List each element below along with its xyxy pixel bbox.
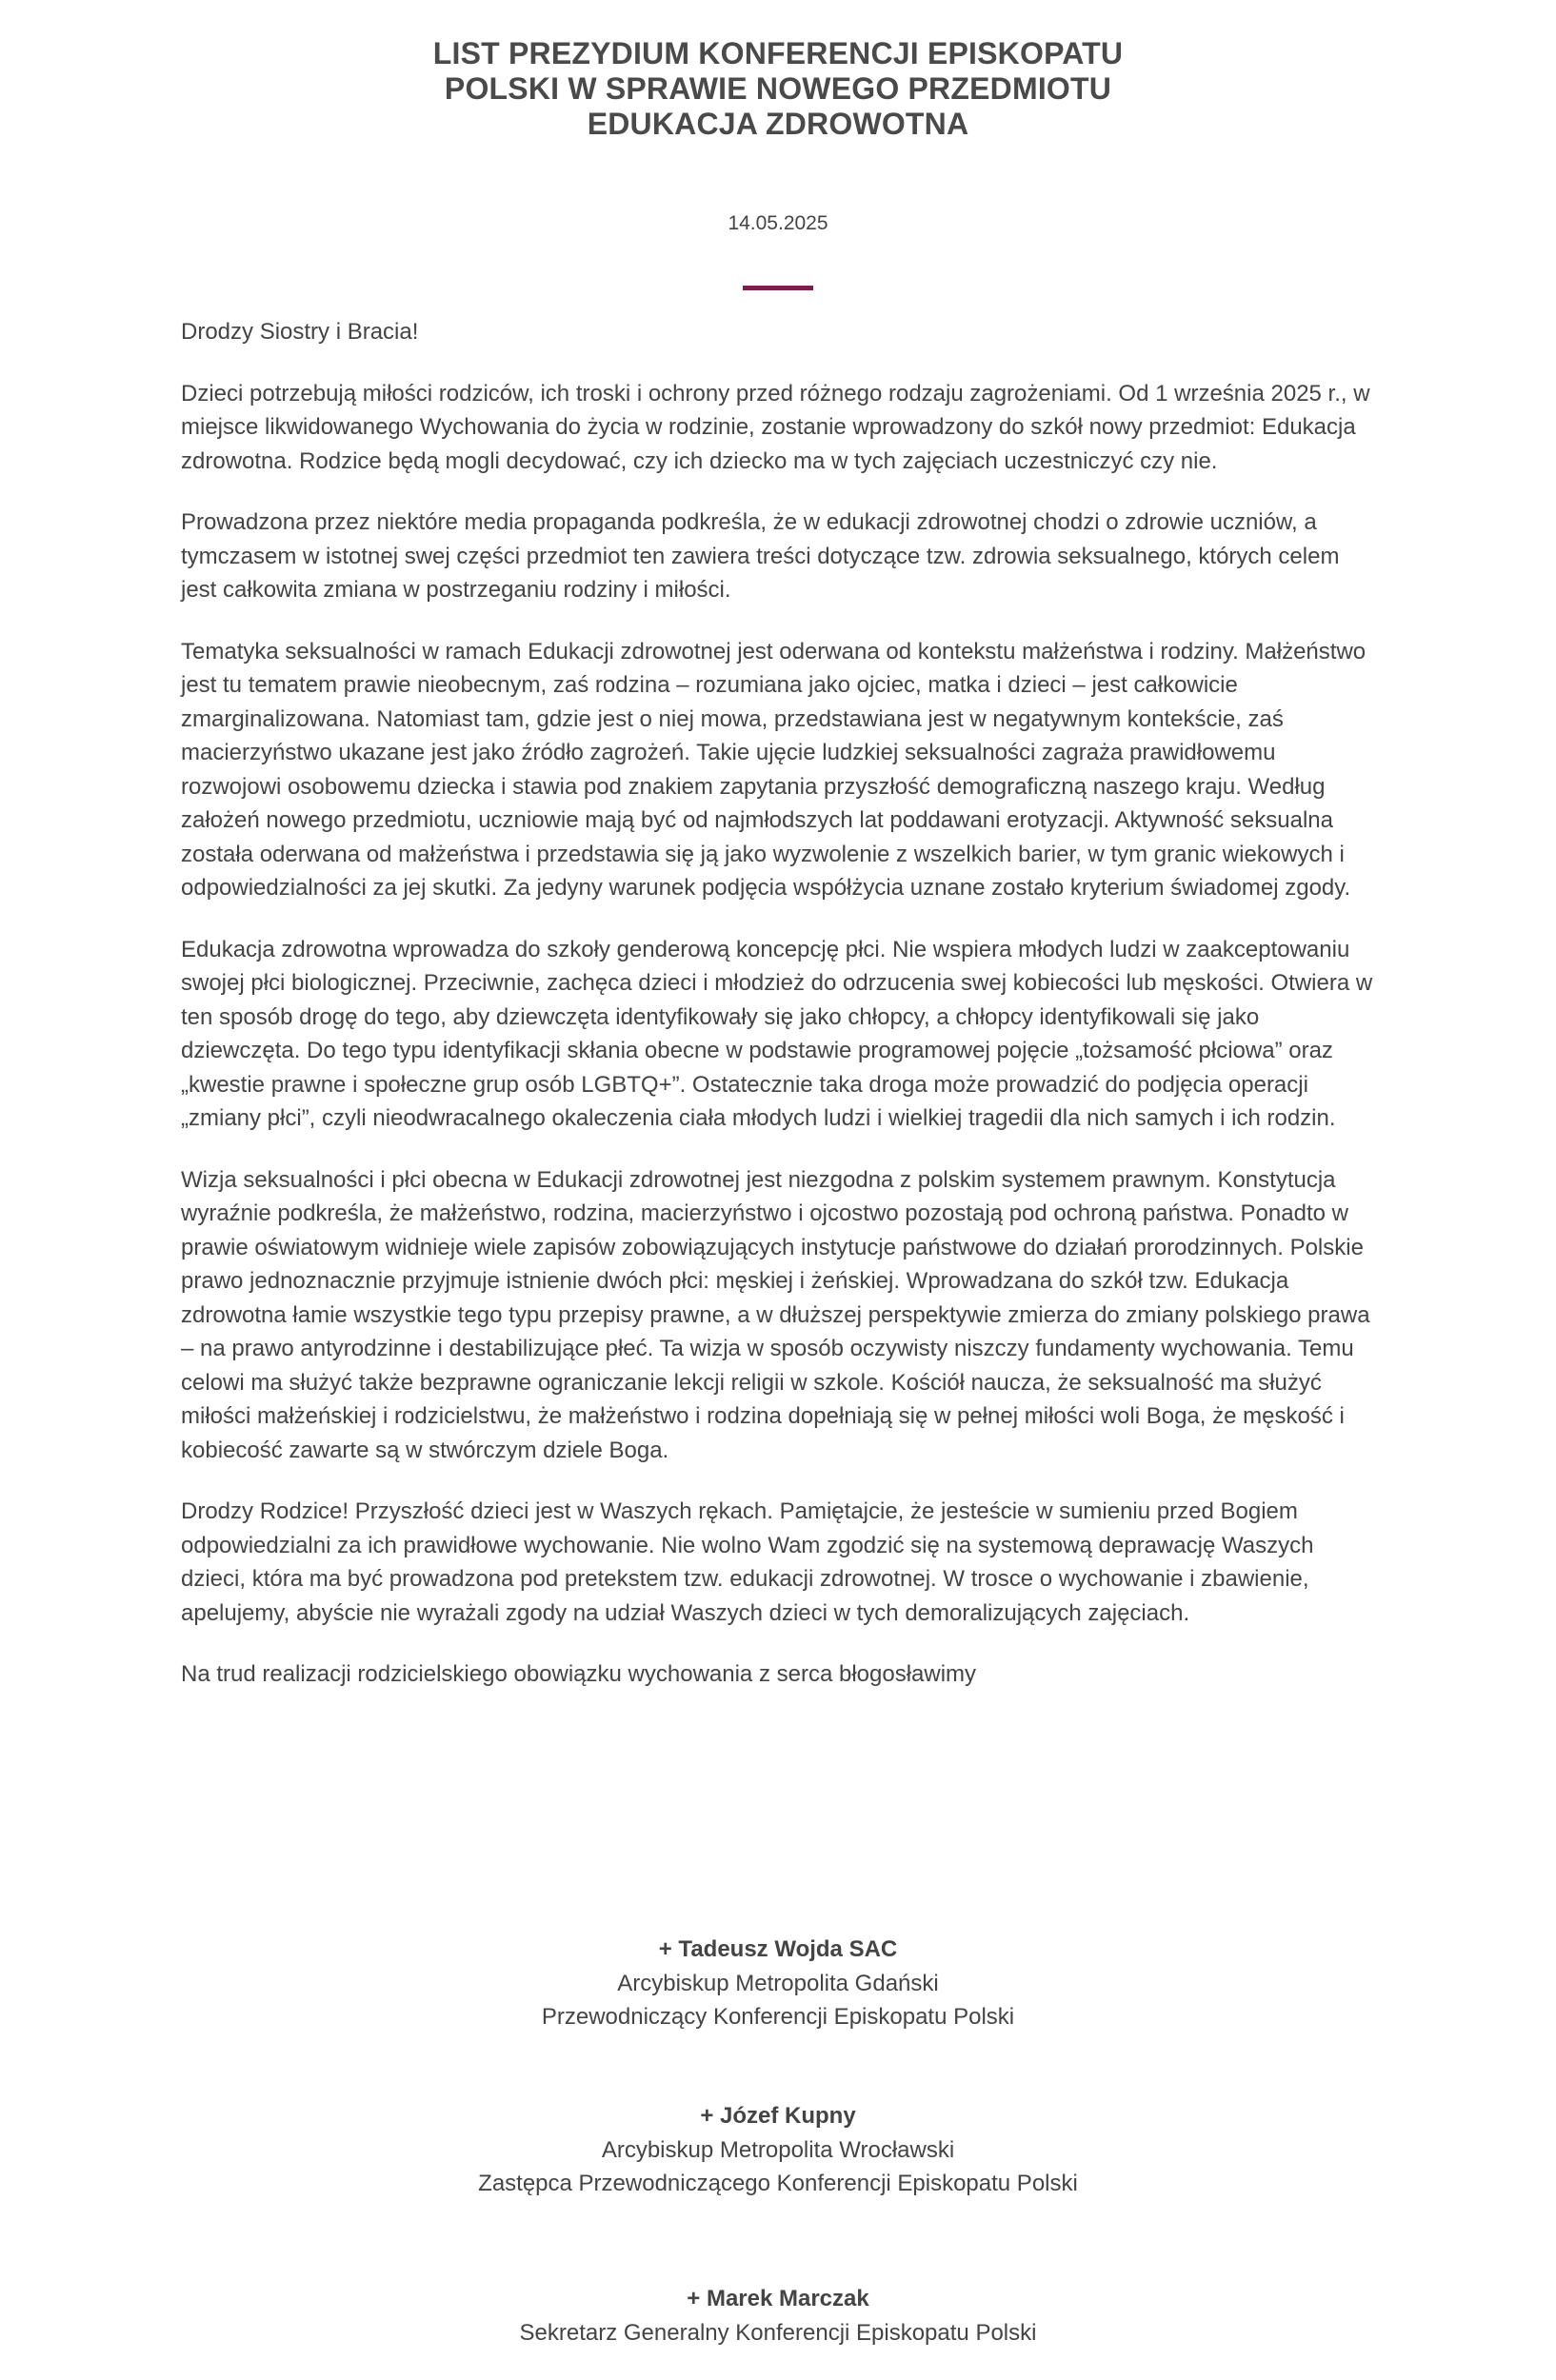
signature-block-1 <box>302 1933 1254 2034</box>
letter-greeting: Drodzy Siostry i Bracia! <box>181 319 419 345</box>
letter-paragraph-6: Drodzy Rodzice! Przyszłość dzieci jest w Waszych rękach. Pamiętajcie, że jesteście w sumieniu przed Bogiem odpowiedzialni za ich prawidłowe wychowanie. Nie wolno Wam zgodzić się na systemową deprawację Waszych dzieci, która ma być prowadzona pod pretekstem tzw. edukacji zdrowotnej. W trosce o wychowanie i zbawienie, apelujemy, abyście nie wyrażali zgody na udział Waszych dzieci w tych demoralizujących zajęciach. <box>181 1498 1314 1626</box>
letter-paragraph-4: Edukacja zdrowotna wprowadza do szkoły genderową koncepcję płci. Nie wspiera młodych ludzi w zaakceptowaniu swojej płci biologicznej. Przeciwnie, zachęca dzieci i młodzież do odrzucenia swej kobiecości lub męskości. Otwiera w ten sposób drogę do tego, aby dziewczęta identyfikowały się jako chłopcy, a chłopcy identyfikowali się jako dziewczęta. Do tego typu identyfikacji skłania obecne w podstawie programowej pojęcie „tożsamość płciowa” oraz „kwestie prawne i społeczne grup osób LGBTQ+”. Ostatecznie taka droga może prowadzić do podjęcia operacji „zmiany płci”, czyli nieodwracalnego okaleczenia ciała młodych ludzi i wielkiej tragedii dla nich samych i ich rodzin. <box>181 936 1373 1131</box>
signature-name: + Józef Kupny <box>700 2103 856 2129</box>
document-title-line-1: LIST PREZYDIUM KONFERENCJI EPISKOPATU <box>432 36 1124 70</box>
letter-paragraph-1: Dzieci potrzebują miłości rodziców, ich troski i ochrony przed różnego rodzaju zagrożeniami. Od 1 września 2025 r., w miejsce likwidowanego Wychowania do życia w rodzinie, zostanie wprowadzony do szkół nowy przedmiot: Edukacja zdrowotna. Rodzice będą mogli decydować, czy ich dziecko ma w tych zajęciach uczestniczyć czy nie. <box>181 380 1370 474</box>
signature-block-3 <box>302 2282 1254 2350</box>
letter-paragraph-5: Wizja seksualności i płci obecna w Edukacji zdrowotnej jest niezgodna z polskim systemem prawnym. Konstytucja wyraźnie podkreśla, że małżeństwo, rodzina, macierzyństwo i ojcostwo pozostają pod ochroną państwa. Ponadto w prawie oświatowym widnieje wiele zapisów zobowiązujących instytucje państwowe do działań prorodzinnych. Polskie prawo jednoznacznie przyjmuje istnienie dwóch płci: męskiej i żeńskiej. Wprowadzana do szkół tzw. Edukacja zdrowotna łamie wszystkie tego typu przepisy prawne, a w dłuższej perspektywie zmierza do zmiany polskiego prawa – na prawo antyrodzinne i destabilizujące płeć. Ta wizja w sposób oczywisty niszczy fundamenty wychowania. Temu celowi ma służyć także bezprawne ograniczanie lekcji religii w szkole. Kościół naucza, że seksualność ma służyć miłości małżeńskiej i rodzicielstwu, że małżeństwo i rodzina dopełniają się w pełnej miłości woli Boga, że męskość i kobiecość zawarte są w stwórczym dziele Boga. <box>181 1166 1370 1463</box>
signature-role: Arcybiskup Metropolita Wrocławski <box>601 2136 955 2163</box>
document-date: 14.05.2025 <box>728 212 828 234</box>
signature-role: Przewodniczący Konferencji Episkopatu Polski <box>541 2004 1015 2030</box>
letter-closing: Na trud realizacji rodzicielskiego obowiązku wychowania z serca błogosławimy <box>181 1661 977 1687</box>
document-title-line-2: POLSKI W SPRAWIE NOWEGO PRZEDMIOTU <box>444 71 1112 106</box>
signature-role: Sekretarz Generalny Konferencji Episkopatu Polski <box>519 2319 1037 2346</box>
signature-name: + Marek Marczak <box>687 2286 869 2311</box>
document-title <box>397 36 1159 142</box>
title-divider <box>743 286 813 290</box>
signature-block-2 <box>302 2099 1254 2201</box>
letter-paragraph-2: Prowadzona przez niektóre media propaganda podkreśla, że w edukacji zdrowotnej chodzi o zdrowie uczniów, a tymczasem w istotnej swej części przedmiot ten zawiera treści dotyczące tzw. zdrowia seksualnego, których celem jest całkowita zmiana w postrzeganiu rodziny i miłości. <box>181 509 1340 603</box>
signature-role: Arcybiskup Metropolita Gdański <box>617 1970 939 1996</box>
signature-role: Zastępca Przewodniczącego Konferencji Episkopatu Polski <box>478 2171 1078 2196</box>
letter-paragraph-3: Tematyka seksualności w ramach Edukacji zdrowotnej jest oderwana od kontekstu małżeństwa i rodziny. Małżeństwo jest tu tematem prawie nieobecnym, zaś rodzina – rozumiana jako ojciec, matka i dzieci – jest całkowicie zmarginalizowana. Natomiast tam, gdzie jest o niej mowa, przedstawiana jest w negatywnym kontekście, zaś macierzyństwo ukazane jest jako źródło zagrożeń. Takie ujęcie ludzkiej seksualności zagraża prawidłowemu rozwojowi osobowemu dziecka i stawia pod znakiem zapytania przyszłość demograficzną naszego kraju. Według założeń nowego przedmiotu, uczniowie mają być od najmłodszych lat poddawani erotyzacji. Aktywność seksualna została oderwana od małżeństwa i przedstawia się ją jako wyzwolenie z wszelkich barier, w tym granic wiekowych i odpowiedzialności za jej skutki. Za jedyny warunek podjęcia współżycia uznane zostało kryterium świadomej zgody. <box>181 638 1366 901</box>
letter-body <box>181 315 1381 1719</box>
signature-name: + Tadeusz Wojda SAC <box>658 1936 898 1962</box>
document-title-line-3: EDUKACJA ZDROWOTNA <box>587 107 969 141</box>
